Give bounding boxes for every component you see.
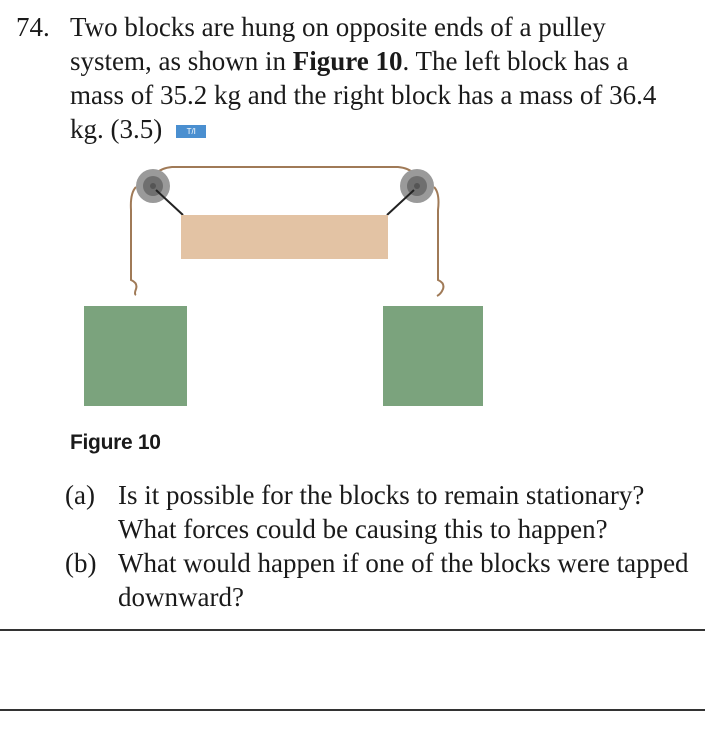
- figure-reference: Figure 10: [292, 46, 403, 76]
- part-b-label: (b): [65, 548, 97, 578]
- answer-line-1: [0, 629, 705, 631]
- left-rope: [131, 187, 137, 295]
- problem-number: 74.: [16, 12, 50, 42]
- right-support-arm: [387, 190, 414, 215]
- problem-statement: [70, 10, 685, 146]
- question-parts: [65, 478, 705, 614]
- left-block: [84, 306, 187, 406]
- answer-line-2: [0, 709, 705, 711]
- table: [181, 215, 388, 259]
- part-b: [65, 546, 705, 614]
- statement-part-2: . The left block has a mass of 35.2 kg and the right block has a mass of 36.4 kg. (3.5): [70, 46, 657, 144]
- part-a-text: Is it possible for the blocks to remain stationary? What forces could be causing this to happen?: [118, 480, 645, 544]
- statement-part-1: Two blocks are hung on opposite ends of a pulley system, as shown in: [70, 12, 606, 76]
- skill-badge: T/I: [176, 125, 206, 138]
- top-rope: [150, 167, 420, 191]
- right-rope: [434, 187, 443, 296]
- figure-caption: Figure 10: [70, 431, 161, 454]
- part-a: [65, 478, 705, 546]
- right-block: [383, 306, 483, 406]
- left-support-arm: [156, 190, 183, 215]
- part-b-text: What would happen if one of the blocks were tapped downward?: [118, 548, 689, 612]
- pulley-diagram: [0, 155, 705, 425]
- problem-74: [16, 10, 696, 146]
- part-a-label: (a): [65, 480, 95, 510]
